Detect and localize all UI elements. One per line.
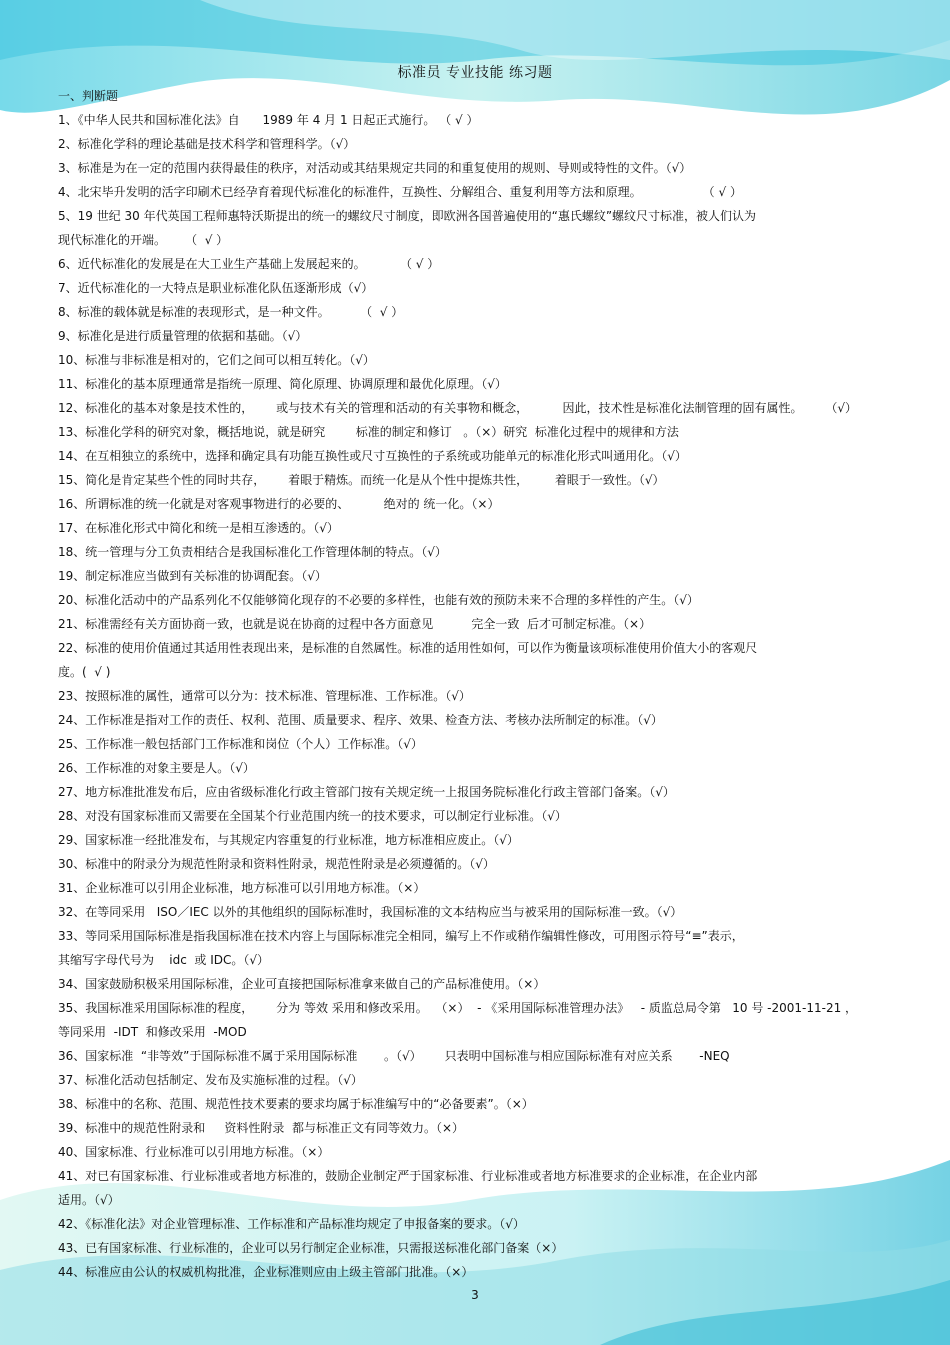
question-line: 15、简化是肯定某些个性的同时共存， 着眼于精炼。而统一化是从个性中提炼共性， 着眼于一致性。（√） <box>58 473 665 487</box>
question-line: 8、标准的载体就是标准的表现形式，是一种文件。 （ √ ） <box>58 305 404 319</box>
question-line: 18、统一管理与分工负责相结合是我国标准化工作管理体制的特点。（√） <box>58 545 447 559</box>
question-line: 34、国家鼓励积极采用国际标准，企业可直接把国际标准拿来做自己的产品标准使用。（×） <box>58 977 546 991</box>
question-line: 44、标准应由公认的权威机构批准，企业标准则应由上级主管部门批准。（×） <box>58 1265 474 1279</box>
section-heading: 一、判断题 <box>58 89 119 103</box>
question-line: 40、国家标准、行业标准可以引用地方标准。（×） <box>58 1145 330 1159</box>
question-line: 等同采用 -IDT 和修改采用 -MOD <box>58 1025 247 1039</box>
question-line: 28、对没有国家标准而又需要在全国某个行业范围内统一的技术要求，可以制定行业标准。（√） <box>58 809 567 823</box>
document-title: 标准员 专业技能 练习题 <box>397 65 553 81</box>
question-line: 24、工作标准是指对工作的责任、权利、范围、质量要求、程序、效果、检查方法、考核办法所制定的标准。（√） <box>58 713 663 727</box>
question-line: 度。( √ ) <box>58 665 111 679</box>
question-line: 适用。（√） <box>58 1193 120 1207</box>
question-line: 43、已有国家标准、行业标准的，企业可以另行制定企业标准，只需报送标准化部门备案（×） <box>58 1241 564 1255</box>
question-line: 14、在互相独立的系统中，选择和确定具有功能互换性或尺寸互换性的子系统或功能单元的标准化形式叫通用化。（√） <box>58 449 687 463</box>
question-line: 12、标准化的基本对象是技术性的， 或与技术有关的管理和活动的有关事物和概念， 因此，技术性是标准化法制管理的固有属性。 （√） <box>58 401 858 415</box>
question-line: 2、标准化学科的理论基础是技术科学和管理科学。（√） <box>58 137 356 151</box>
question-line: 20、标准化活动中的产品系列化不仅能够简化现存的不必要的多样性，也能有效的预防未来不合理的多样性的产生。（√） <box>58 593 699 607</box>
question-line: 9、标准化是进行质量管理的依据和基础。（√） <box>58 329 308 343</box>
question-line: 32、在等同采用 ISO／IEC 以外的其他组织的国际标准时，我国标准的文本结构应当与被采用的国际标准一致。（√） <box>58 905 683 919</box>
question-line: 38、标准中的名称、范围、规范性技术要素的要求均属于标准编写中的“必备要素”。（×） <box>58 1097 534 1111</box>
question-line: 4、北宋毕升发明的活字印刷术已经孕育着现代标准化的标准件，互换性、分解组合、重复利用等方法和原理。 （ √ ） <box>58 185 742 199</box>
question-line: 25、工作标准一般包括部门工作标准和岗位（个人）工作标准。（√） <box>58 737 423 751</box>
question-line: 1、《中华人民共和国标准化法》自 1989 年 4 月 1 日起正式施行。 （ √ ） <box>58 113 479 127</box>
question-line: 36、国家标准 “非等效”于国际标准不属于采用国际标准 。（√） 只表明中国标准与相应国际标准有对应关系 -NEQ <box>58 1049 730 1063</box>
question-line: 6、近代标准化的发展是在大工业生产基础上发展起来的。 （ √ ） <box>58 257 440 271</box>
question-line: 33、等同采用国际标准是指我国标准在技术内容上与国际标准完全相同，编写上不作或稍作编辑性修改，可用图示符号“≡”表示， <box>58 929 744 943</box>
question-line: 11、标准化的基本原理通常是指统一原理、简化原理、协调原理和最优化原理。（√） <box>58 377 507 391</box>
question-line: 42、《标准化法》对企业管理标准、工作标准和产品标准均规定了申报备案的要求。（√） <box>58 1217 525 1231</box>
question-line: 3、标准是为在一定的范围内获得最佳的秩序，对活动或其结果规定共同的和重复使用的规则、导则或特性的文件。（√） <box>58 161 692 175</box>
question-line: 41、对已有国家标准、行业标准或者地方标准的，鼓励企业制定严于国家标准、行业标准或者地方标准要求的企业标准，在企业内部 <box>58 1169 758 1183</box>
question-line: 37、标准化活动包括制定、发布及实施标准的过程。（√） <box>58 1073 363 1087</box>
question-line: 23、按照标准的属性，通常可以分为：技术标准、管理标准、工作标准。（√） <box>58 689 471 703</box>
question-line: 22、标准的使用价值通过其适用性表现出来，是标准的自然属性。标准的适用性如何，可以作为衡量该项标准使用价值大小的客观尺 <box>58 641 758 655</box>
question-line: 13、标准化学科的研究对象，概括地说，就是研究 标准的制定和修订 。（×）研究 标准化过程中的规律和方法 <box>58 425 679 439</box>
question-line: 17、在标准化形式中简化和统一是相互渗透的。（√） <box>58 521 339 535</box>
question-line: 35、我国标准采用国际标准的程度， 分为 等效 采用和修改采用。 （×） - 《采用国际标准管理办法》 - 质监总局令第 10 号 -2001-11-21 ， <box>58 1001 858 1015</box>
question-line: 7、近代标准化的一大特点是职业标准化队伍逐渐形成（√） <box>58 281 374 295</box>
question-line: 5、19 世纪 30 年代英国工程师惠特沃斯提出的统一的螺纹尺寸制度，即欧洲各国普遍使用的“惠氏螺纹”螺纹尺寸标准，被人们认为 <box>58 209 757 223</box>
question-line: 16、所谓标准的统一化就是对客观事物进行的必要的、 绝对的 统一化。（×） <box>58 497 500 511</box>
question-line: 26、工作标准的对象主要是人。（√） <box>58 761 255 775</box>
question-line: 10、标准与非标准是相对的，它们之间可以相互转化。（√） <box>58 353 375 367</box>
question-line: 31、企业标准可以引用企业标准，地方标准可以引用地方标准。（×） <box>58 881 426 895</box>
question-line: 30、标准中的附录分为规范性附录和资料性附录，规范性附录是必须遵循的。（√） <box>58 857 495 871</box>
question-line: 21、标准需经有关方面协商一致，也就是说在协商的过程中各方面意见 完全一致 后才可制定标准。（×） <box>58 617 652 631</box>
question-line: 其缩写字母代号为 idc 或 IDC。（√） <box>58 953 270 967</box>
question-line: 29、国家标准一经批准发布，与其规定内容重复的行业标准，地方标准相应废止。（√） <box>58 833 519 847</box>
page-number: 3 <box>471 1288 479 1302</box>
question-line: 27、地方标准批准发布后，应由省级标准化行政主管部门按有关规定统一上报国务院标准化行政主管部门备案。（√） <box>58 785 675 799</box>
question-line: 19、制定标准应当做到有关标准的协调配套。（√） <box>58 569 327 583</box>
question-line: 现代标准化的开端。 （ √ ） <box>58 233 229 247</box>
question-line: 39、标准中的规范性附录和 资料性附录 都与标准正文有同等效力。（×） <box>58 1121 465 1135</box>
